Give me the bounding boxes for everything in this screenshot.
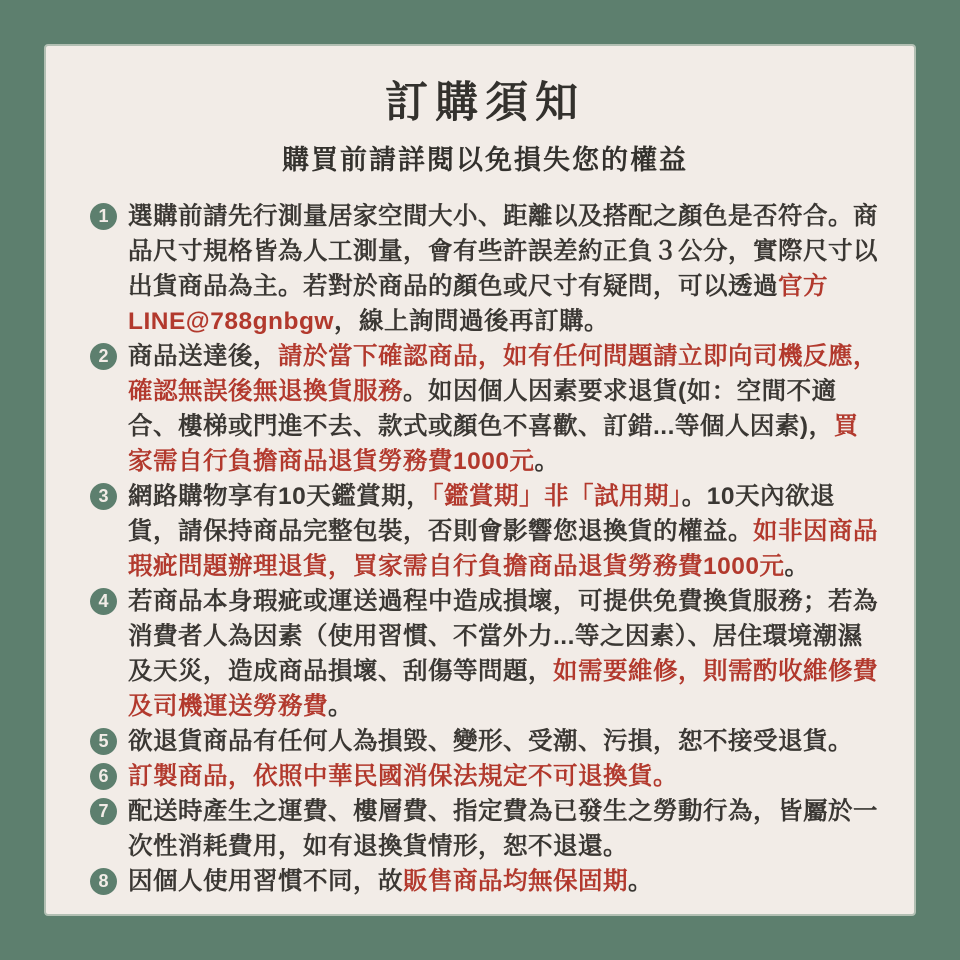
- page-subtitle: 購買前請詳閱以免損失您的權益: [282, 145, 688, 175]
- notice-item-4: [90, 584, 880, 724]
- highlighted-text: 如非因商品瑕疵問題辦理退貨，買家需自行負擔商品退貨勞務費1000元: [128, 518, 878, 580]
- highlighted-text: 如需要維修，則需酌收維修費及司機運送勞務費: [128, 658, 878, 720]
- body-text: 。10天內欲退貨，請保持商品完整包裝，否則會影響您退換貨的權益。: [128, 483, 836, 545]
- highlighted-text: 訂製商品，依照中華民國消保法規定不可退換貨。: [128, 763, 678, 790]
- highlighted-text: 販售商品均無保固期: [403, 868, 628, 895]
- item-text: [128, 479, 880, 584]
- notice-list: [90, 199, 880, 899]
- item-number-badge: 1: [90, 203, 117, 230]
- body-text: 。: [628, 868, 653, 895]
- item-text: [128, 864, 880, 899]
- item-number-badge: 7: [90, 798, 117, 825]
- highlighted-text: 買家需自行負擔商品退貨勞務費1000元: [128, 413, 859, 475]
- body-text: 配送時產生之運費、樓層費、指定費為已發生之勞動行為，皆屬於一次性消耗費用，如有退換貨情形，恕不退還。: [128, 798, 878, 860]
- notice-content: [46, 46, 914, 914]
- item-text: [128, 724, 880, 759]
- item-text: [128, 584, 880, 724]
- item-text: [128, 794, 880, 864]
- body-text: 選購前請先行測量居家空間大小、距離以及搭配之顏色是否符合。商品尺寸規格皆為人工測量，會有些許誤差約正負３公分，實際尺寸以出貨商品為主。若對於商品的顏色或尺寸有疑問，可以透過: [128, 203, 878, 300]
- notice-item-8: [90, 864, 880, 899]
- notice-item-5: [90, 724, 880, 759]
- notice-panel: [46, 46, 914, 914]
- item-number-badge: 8: [90, 868, 117, 895]
- body-text: 因個人使用習慣不同，故: [128, 868, 403, 895]
- body-text: 。如因個人因素要求退貨(如：空間不適合、樓梯或門進不去、款式或顏色不喜歡、訂錯...等個人因素)，: [128, 378, 837, 440]
- item-text: [128, 759, 880, 794]
- notice-item-3: [90, 479, 880, 584]
- body-text: 。: [534, 448, 560, 475]
- body-text: 若商品本身瑕疵或運送過程中造成損壞，可提供免費換貨服務；若為消費者人為因素（使用習慣、不當外力...等之因素）、居住環境潮濕及天災，造成商品損壞、刮傷等問題，: [128, 588, 878, 685]
- item-text: [128, 199, 880, 339]
- item-text: [128, 339, 880, 479]
- notice-item-7: [90, 794, 880, 864]
- notice-item-1: [90, 199, 880, 339]
- item-number-badge: 4: [90, 588, 117, 615]
- item-number-badge: 3: [90, 483, 117, 510]
- item-number-badge: 5: [90, 728, 117, 755]
- body-text: 網路購物享有10天鑑賞期，: [128, 483, 432, 510]
- highlighted-text: 請於當下確認商品，如有任何問題請立即向司機反應，確認無誤後無退換貨服務: [128, 343, 878, 405]
- highlighted-text: 「鑑賞期」非「試用期」: [431, 483, 682, 510]
- notice-item-6: [90, 759, 880, 794]
- item-number-badge: 6: [90, 763, 117, 790]
- highlighted-text: 官方LINE@788gnbgw: [128, 273, 828, 335]
- body-text: ，線上詢問過後再訂購。: [334, 308, 609, 335]
- body-text: 欲退貨商品有任何人為損毀、變形、受潮、污損，恕不接受退貨。: [128, 728, 853, 755]
- body-text: 商品送達後，: [128, 343, 278, 370]
- body-text: 。: [784, 553, 810, 580]
- item-number-badge: 2: [90, 343, 117, 370]
- body-text: 。: [328, 693, 353, 720]
- notice-item-2: [90, 339, 880, 479]
- page-title: 訂購須知: [385, 79, 585, 127]
